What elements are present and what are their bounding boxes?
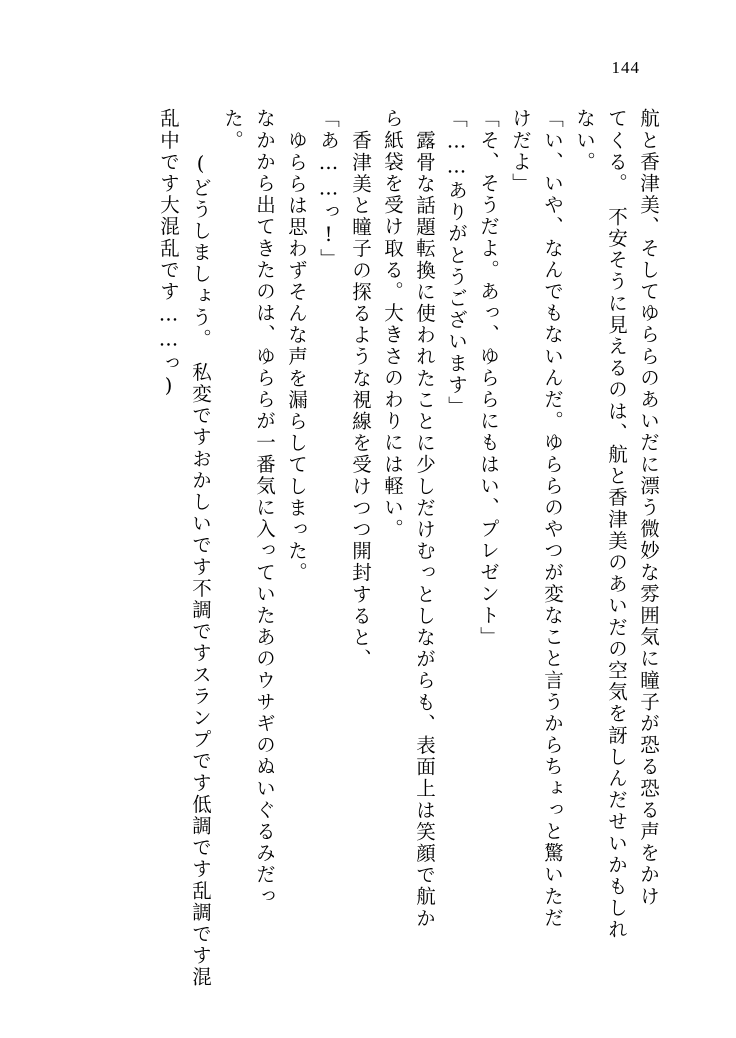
text-column: 「あ……っ!」 (317, 108, 340, 270)
page-number: 144 (611, 58, 640, 77)
vertical-text-block (70, 108, 660, 989)
text-column: 航と香津美、そしてゆららのあいだに漂う微妙な雰囲気に瞳子が恐る恐る声をかけ (637, 108, 660, 908)
text-column: 「……ありがとうございます」 (445, 108, 468, 418)
text-column: た。 (221, 108, 244, 152)
text-column: (どうしましょう。 私変ですおかしいです不調ですスランプです低調です乱調です混 (189, 152, 212, 989)
text-column: 「い、いや、なんでもないんだ。ゆららのやつが変なこと言うからちょっと驚いただ (541, 108, 564, 929)
text-column: ない。 (573, 108, 596, 173)
text-column: ゆららは思わずそんな声を漏らしてしまった。 (285, 130, 308, 584)
text-column: 乱中です大混乱です……っ) (157, 108, 180, 400)
text-column: けだよ」 (509, 108, 532, 195)
text-column: 香津美と瞳子の探るような視線を受けつつ開封すると、 (349, 130, 372, 670)
text-column: 露骨な話題転換に使われたことに少しだけむっとしながらも、表面上は笑顔で航か (413, 130, 436, 930)
text-column: ら紙袋を受け取る。大きさのわりには軽い。 (381, 108, 404, 540)
text-column: てくる。 不安そうに見えるのは、航と香津美のあいだの空気を訝しんだせいかもしれ (605, 108, 628, 941)
text-column: 「そ、そうだよ。あっ、ゆららにもはい、プレゼント」 (477, 108, 500, 648)
text-column: なかから出てきたのは、ゆららが一番気に入っていたあのウサギのぬいぐるみだっ (253, 108, 276, 908)
